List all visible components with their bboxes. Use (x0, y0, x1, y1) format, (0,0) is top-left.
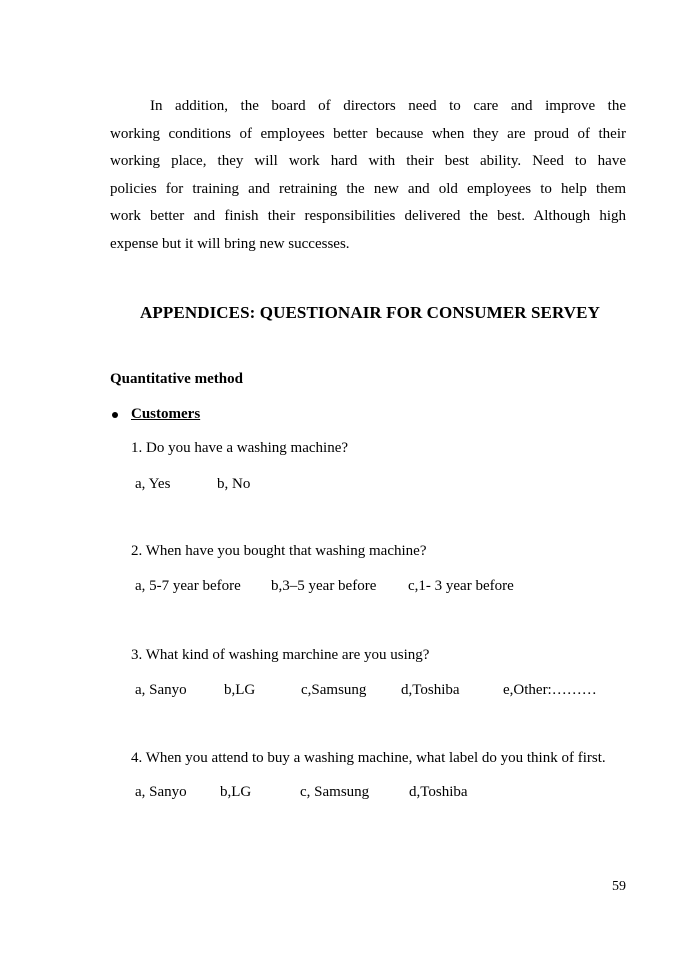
answer-option: a, Yes (135, 476, 171, 492)
question-2: 2. When have you bought that washing machine? (131, 543, 427, 559)
answer-option: c,1- 3 year before (408, 578, 514, 594)
answer-option: b,3–5 year before (271, 578, 377, 594)
answer-option: c,Samsung (301, 682, 367, 698)
answer-option: d,Toshiba (401, 682, 460, 698)
page-number: 59 (612, 879, 626, 894)
answer-option: c, Samsung (300, 784, 370, 800)
answer-option: a, 5-7 year before (135, 578, 241, 594)
answer-option: a, Sanyo (135, 682, 187, 698)
paragraph-line: In addition, the board of directors need to care and improve the (150, 98, 626, 114)
answer-option: e,Other:……… (503, 682, 597, 698)
bullet-dot-icon (112, 412, 118, 418)
answer-option: a, Sanyo (135, 784, 187, 800)
paragraph-line: working place, they will work hard with their best ability. Need to have (110, 153, 626, 169)
answer-option: b,LG (220, 784, 252, 800)
question-4: 4. When you attend to buy a washing machine, what label do you think of first. (131, 750, 606, 766)
method-heading: Quantitative method (110, 371, 243, 387)
paragraph-line: working conditions of employees better because when they are proud of their (110, 125, 626, 142)
paragraph-line: work better and finish their responsibilities delivered the best. Although high (110, 208, 626, 224)
paragraph-line: expense but it will bring new successes. (110, 235, 350, 252)
section-bullet-label: Customers (131, 406, 201, 422)
answer-option: b, No (217, 476, 251, 492)
question-3: 3. What kind of washing marchine are you using? (131, 647, 430, 663)
answer-option: b,LG (224, 682, 256, 698)
answer-option: d,Toshiba (409, 784, 468, 800)
paragraph-line: policies for training and retraining the new and old employees to help them (110, 180, 626, 197)
section-bullet (110, 406, 200, 423)
intro-paragraph (110, 93, 626, 258)
appendix-title: APPENDICES: QUESTIONAIR FOR CONSUMER SERVEY (140, 303, 600, 322)
question-1: 1. Do you have a washing machine? (131, 440, 349, 456)
